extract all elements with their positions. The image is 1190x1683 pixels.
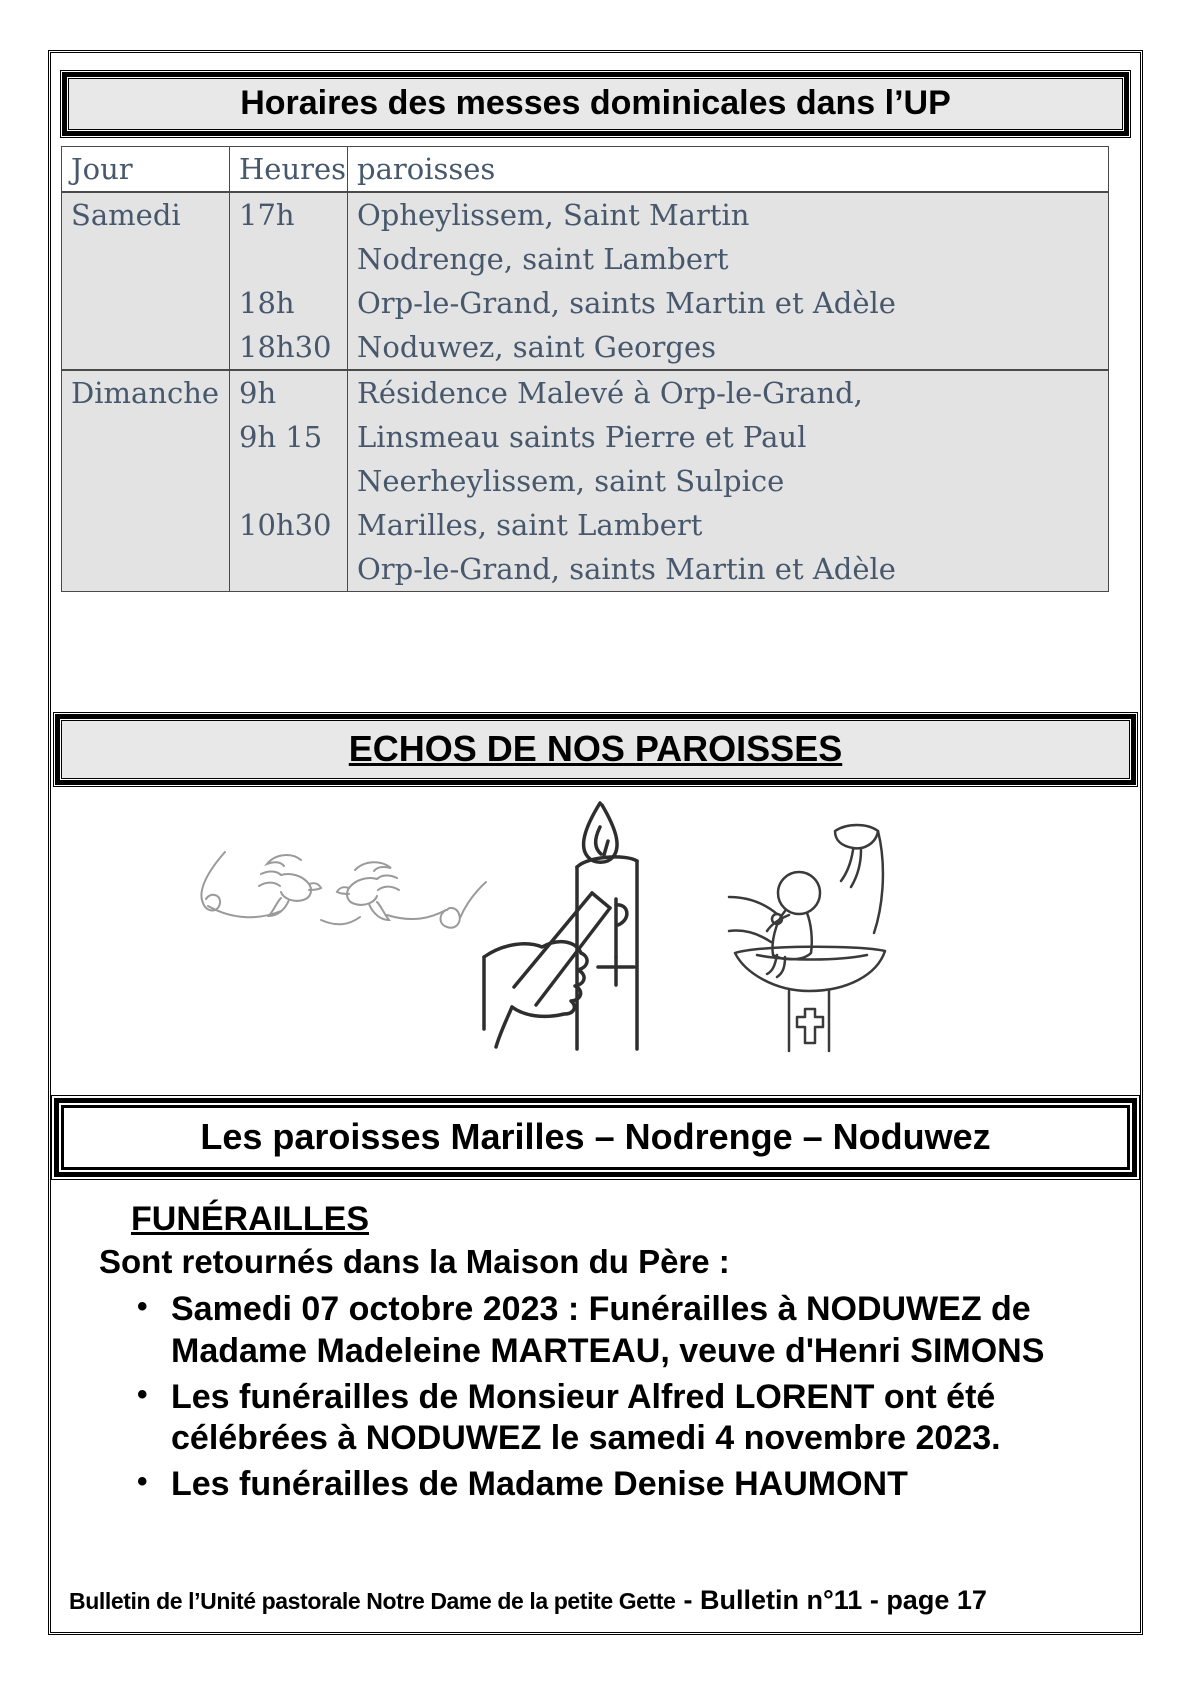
doves-line-art-icon xyxy=(163,848,498,938)
time-cell: 18h30 xyxy=(230,325,348,370)
column-header-day: Jour xyxy=(62,147,230,193)
parish-cell: Noduwez, saint Georges xyxy=(348,325,1109,370)
parish-cell: Marilles, saint Lambert xyxy=(348,503,1109,547)
day-cell: Samedi xyxy=(62,192,230,370)
funeral-item: • Les funérailles de Madame Denise HAUMONT xyxy=(51,1464,1061,1506)
funerals-list xyxy=(51,1289,1061,1506)
footer-page-number: - Bulletin n°11 - page 17 xyxy=(683,1585,987,1615)
funerals-section xyxy=(51,1200,1140,1506)
schedule-row xyxy=(62,192,1109,237)
echos-title xyxy=(61,720,1130,779)
parish-cell: Linsmeau saints Pierre et Paul xyxy=(348,415,1109,459)
echos-banner xyxy=(53,712,1138,787)
parish-cell: Nodrenge, saint Lambert xyxy=(348,237,1109,281)
column-header-parishes: paroisses xyxy=(348,147,1109,193)
time-cell: 10h30 xyxy=(230,503,348,547)
parishes-banner-title: Les paroisses Marilles – Nodrenge – Noduwez xyxy=(61,1105,1130,1170)
day-cell: Dimanche xyxy=(62,370,230,592)
mass-schedule-title: Horaires des messes dominicales dans l’UP xyxy=(68,78,1123,130)
funeral-item: • Samedi 07 octobre 2023 : Funérailles à NODUWEZ de Madame Madeleine MARTEAU, veuve d'Henri SIMONS xyxy=(51,1289,1061,1373)
funeral-item: • Les funérailles de Monsieur Alfred LORENT ont été célébrées à NODUWEZ le samedi 4 novembre 2023. xyxy=(51,1377,1061,1461)
mass-schedule-banner xyxy=(60,70,1131,138)
column-header-hours: Heures xyxy=(230,147,348,193)
mass-schedule-banner-border xyxy=(62,72,1129,136)
page-footer xyxy=(69,1585,1122,1616)
schedule-header-row xyxy=(62,147,1109,193)
baptism-line-art-icon xyxy=(727,803,895,1053)
parish-cell: Opheylissem, Saint Martin xyxy=(348,192,1109,237)
parish-cell: Orp-le-Grand, saints Martin et Adèle xyxy=(348,281,1109,325)
candle-lighting-line-art-icon xyxy=(476,795,708,1051)
parish-cell: Résidence Malevé à Orp-le-Grand, xyxy=(348,370,1109,415)
time-cell: 18h xyxy=(230,281,348,325)
parish-cell: Orp-le-Grand, saints Martin et Adèle xyxy=(348,547,1109,592)
time-cell xyxy=(230,237,348,281)
illustrations-row xyxy=(51,793,1140,1055)
parish-cell: Neerheylissem, saint Sulpice xyxy=(348,459,1109,503)
echos-title-text: ECHOS DE NOS PAROISSES xyxy=(348,728,843,769)
funerals-heading: FUNÉRAILLES xyxy=(131,1200,369,1238)
time-cell: 9h 15 xyxy=(230,415,348,459)
time-cell: 17h xyxy=(230,192,348,237)
parishes-banner-border xyxy=(54,1098,1137,1177)
mass-schedule-table xyxy=(61,146,1109,592)
schedule-row xyxy=(62,370,1109,415)
page-frame xyxy=(48,50,1143,1635)
time-cell: 9h xyxy=(230,370,348,415)
footer-bulletin-name: Bulletin de l’Unité pastorale Notre Dame de la petite Gette xyxy=(69,1588,676,1614)
time-cell xyxy=(230,547,348,592)
time-cell xyxy=(230,459,348,503)
funerals-intro: Sont retournés dans la Maison du Père : xyxy=(99,1243,730,1280)
schedule-table-body xyxy=(62,192,1109,592)
parishes-banner xyxy=(51,1095,1140,1180)
echos-banner-border xyxy=(55,714,1136,785)
